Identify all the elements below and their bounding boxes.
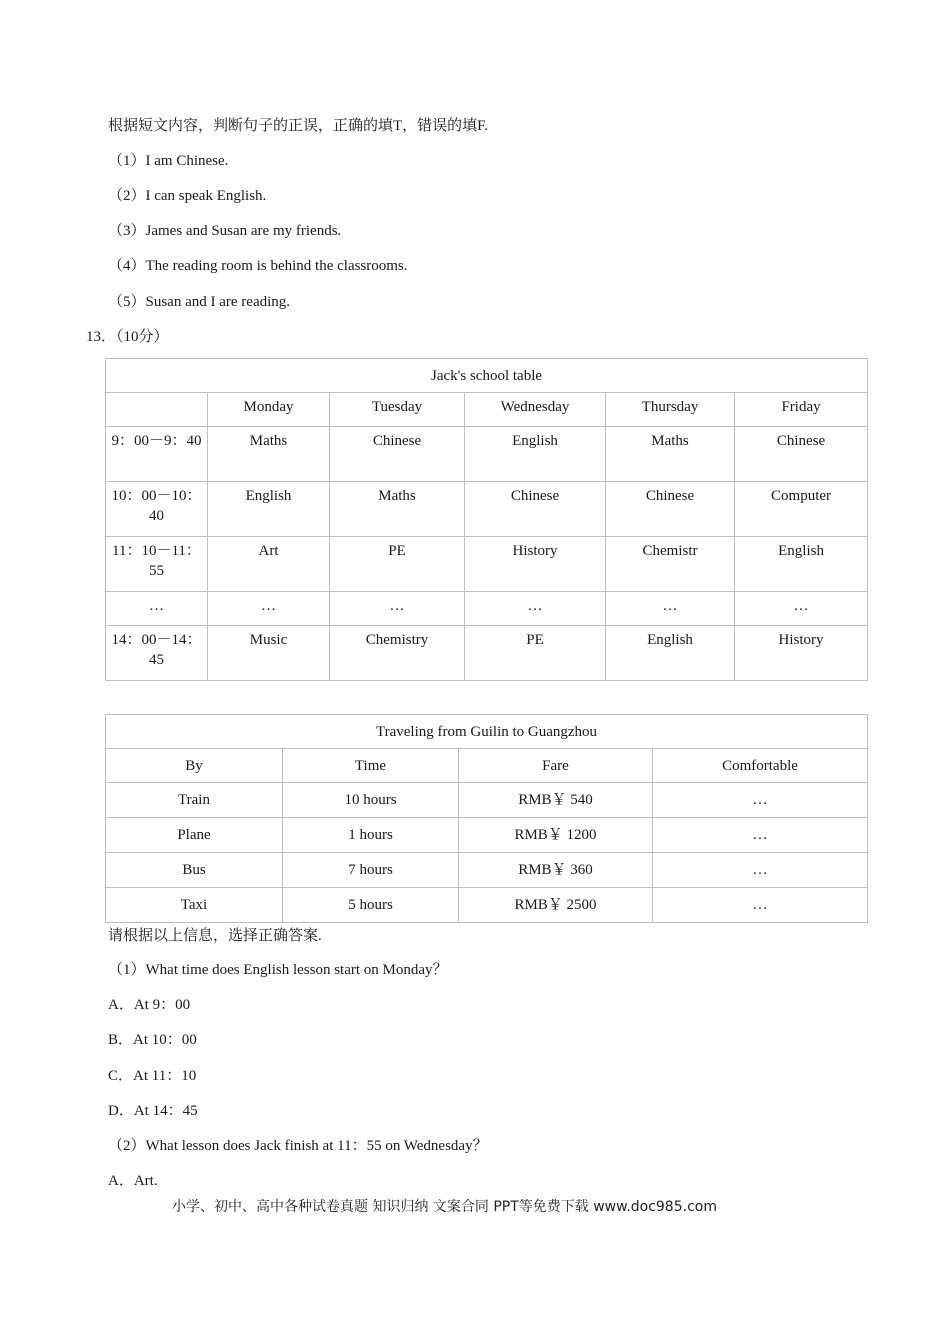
- time-cell: 14：00－14：45: [106, 626, 208, 681]
- schedule-corner-cell: [106, 393, 208, 427]
- travel-cell: RMB￥ 1200: [459, 818, 653, 853]
- ellipsis-cell: …: [330, 592, 465, 626]
- table-row: [106, 888, 868, 923]
- schedule-title: Jack's school table: [106, 359, 868, 393]
- travel-cell: 7 hours: [283, 853, 459, 888]
- lesson-cell: Maths: [330, 482, 465, 537]
- lesson-cell: Chemistry: [330, 626, 465, 681]
- table-row: [106, 537, 868, 592]
- select-instruction: 请根据以上信息，选择正确答案.: [108, 928, 322, 944]
- option-a: A．At 9：00: [108, 997, 191, 1013]
- travel-title: Traveling from Guilin to Guangzhou: [106, 715, 868, 749]
- travel-cell: Plane: [106, 818, 283, 853]
- travel-table: [105, 714, 868, 923]
- lesson-cell: Chinese: [735, 427, 868, 482]
- statement-4: （4）The reading room is behind the classrooms.: [108, 258, 408, 274]
- day-header: Monday: [208, 393, 330, 427]
- lesson-cell: Chinese: [465, 482, 606, 537]
- column-header: Comfortable: [653, 749, 868, 783]
- statement-5: （5）Susan and I are reading.: [108, 294, 291, 310]
- lesson-cell: Chemistr: [606, 537, 735, 592]
- column-header: By: [106, 749, 283, 783]
- ellipsis-cell: …: [735, 592, 868, 626]
- day-header: Thursday: [606, 393, 735, 427]
- travel-cell: …: [653, 853, 868, 888]
- table-row: [106, 427, 868, 482]
- ellipsis-cell: …: [106, 592, 208, 626]
- statement-1: （1）I am Chinese.: [108, 153, 229, 169]
- footer-banner: 小学、初中、高中各种试卷真题 知识归纳 文案合同 PPT等免费下载 www.doc985.com: [172, 1199, 717, 1215]
- travel-cell: RMB￥ 2500: [459, 888, 653, 923]
- day-header: Friday: [735, 393, 868, 427]
- question-2: （2）What lesson does Jack finish at 11：55 on Wednesday？: [108, 1138, 488, 1154]
- lesson-cell: Computer: [735, 482, 868, 537]
- option-c: C．At 11：10: [108, 1068, 197, 1084]
- travel-cell: RMB￥ 360: [459, 853, 653, 888]
- ellipsis-cell: …: [465, 592, 606, 626]
- statement-3: （3）James and Susan are my friends.: [108, 223, 342, 239]
- school-schedule-table: [105, 358, 868, 681]
- travel-cell: …: [653, 783, 868, 818]
- instruction: 根据短文内容，判断句子的正误，正确的填T，错误的填F.: [108, 118, 489, 134]
- travel-cell: 1 hours: [283, 818, 459, 853]
- travel-cell: 5 hours: [283, 888, 459, 923]
- ellipsis-cell: …: [606, 592, 735, 626]
- option-b: B．At 10：00: [108, 1032, 197, 1048]
- travel-cell: …: [653, 818, 868, 853]
- column-header: Time: [283, 749, 459, 783]
- question-13-header: 13．（10分）: [86, 329, 169, 345]
- travel-cell: Train: [106, 783, 283, 818]
- table-row: [106, 818, 868, 853]
- lesson-cell: History: [735, 626, 868, 681]
- question-1: （1）What time does English lesson start on Monday？: [108, 962, 448, 978]
- lesson-cell: Maths: [606, 427, 735, 482]
- travel-cell: 10 hours: [283, 783, 459, 818]
- table-row: [106, 853, 868, 888]
- statement-2: （2）I can speak English.: [108, 188, 267, 204]
- time-cell: 10：00－10：40: [106, 482, 208, 537]
- lesson-cell: Chinese: [606, 482, 735, 537]
- lesson-cell: English: [208, 482, 330, 537]
- lesson-cell: Maths: [208, 427, 330, 482]
- day-header: Tuesday: [330, 393, 465, 427]
- table-row: [106, 783, 868, 818]
- lesson-cell: English: [606, 626, 735, 681]
- lesson-cell: Music: [208, 626, 330, 681]
- table-row: [106, 482, 868, 537]
- lesson-cell: History: [465, 537, 606, 592]
- table-row: [106, 626, 868, 681]
- travel-cell: Taxi: [106, 888, 283, 923]
- travel-cell: …: [653, 888, 868, 923]
- table-row: [106, 592, 868, 626]
- option-d: D．At 14：45: [108, 1103, 198, 1119]
- lesson-cell: PE: [465, 626, 606, 681]
- day-header: Wednesday: [465, 393, 606, 427]
- lesson-cell: English: [465, 427, 606, 482]
- travel-cell: Bus: [106, 853, 283, 888]
- travel-cell: RMB￥ 540: [459, 783, 653, 818]
- time-cell: 9：00－9：40: [106, 427, 208, 482]
- lesson-cell: English: [735, 537, 868, 592]
- time-cell: 11：10－11：55: [106, 537, 208, 592]
- lesson-cell: Chinese: [330, 427, 465, 482]
- option-a: A．Art.: [108, 1173, 158, 1189]
- ellipsis-cell: …: [208, 592, 330, 626]
- lesson-cell: Art: [208, 537, 330, 592]
- column-header: Fare: [459, 749, 653, 783]
- lesson-cell: PE: [330, 537, 465, 592]
